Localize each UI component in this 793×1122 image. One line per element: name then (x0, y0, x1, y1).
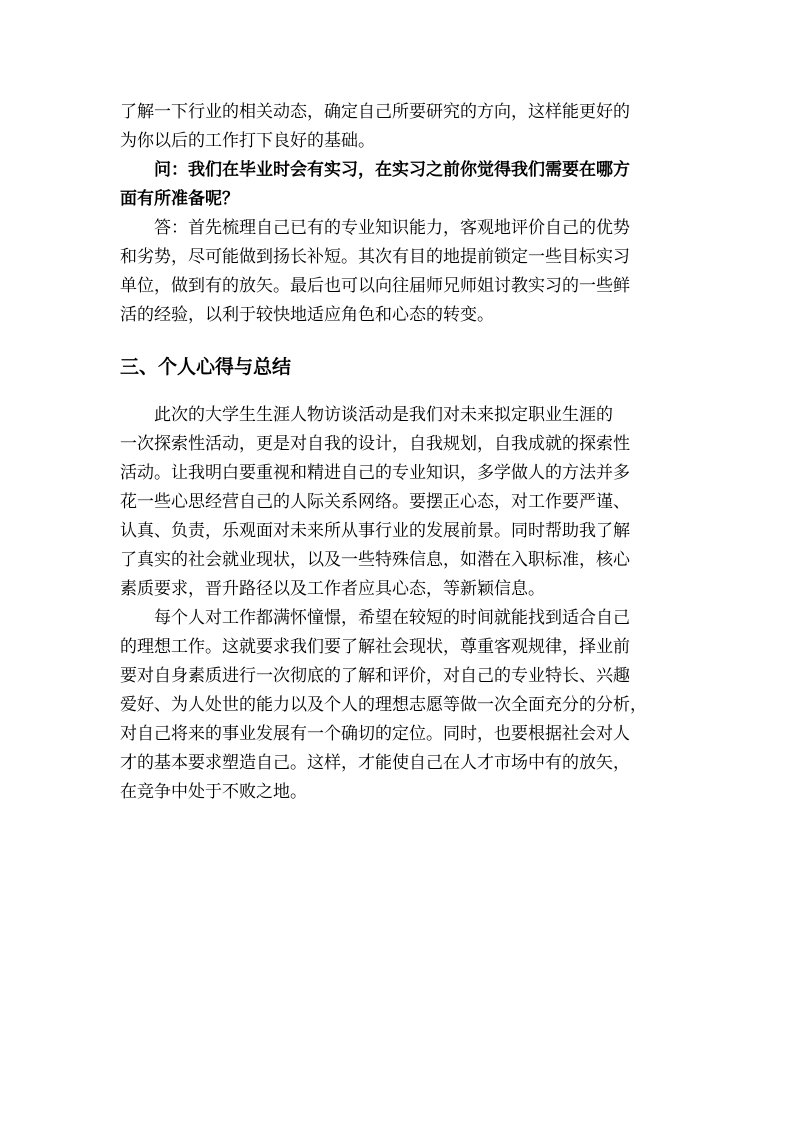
paragraph-line: 的理想工作。这就要求我们要了解社会现状，尊重客观规律，择业前 (120, 637, 630, 657)
answer-line: 和劣势，尽可能做到扬长补短。其次有目的地提前锁定一些目标实习 (120, 247, 630, 267)
paragraph-line: 了真实的社会就业现状，以及一些特殊信息，如潜在入职标准，核心 (120, 550, 630, 570)
answer-line: 活的经验，以利于较快地适应角色和心态的转变。 (120, 305, 494, 325)
paragraph-line: 花一些心思经营自己的人际关系网络。要摆正心态，对工作要严谨、 (120, 492, 630, 512)
question-line: 面有所准备呢？ (120, 189, 239, 209)
paragraph-line: 活动。让我明白要重视和精进自己的专业知识，多学做人的方法并多 (120, 463, 630, 483)
answer-line: 答：首先梳理自己已有的专业知识能力，客观地评价自己的优势 (154, 218, 630, 238)
paragraph-line: 素质要求，晋升路径以及工作者应具心态，等新颖信息。 (120, 579, 545, 599)
paragraph-line: 此次的大学生生涯人物访谈活动是我们对未来拟定职业生涯的 (154, 405, 613, 425)
answer-line: 单位，做到有的放矢。最后也可以向往届师兄师姐讨教实习的一些鲜 (120, 276, 630, 296)
paragraph-line: 认真、负责，乐观面对未来所从事行业的发展前景。同时帮助我了解 (120, 521, 630, 541)
paragraph-line: 一次探索性活动，更是对自我的设计，自我规划，自我成就的探索性 (120, 434, 630, 454)
paragraph-line: 每个人对工作都满怀憧憬，希望在较短的时间就能找到适合自己 (154, 608, 630, 628)
paragraph-line: 在竞争中处于不败之地。 (120, 782, 307, 802)
paragraph-line: 要对自身素质进行一次彻底的了解和评价，对自己的专业特长、兴趣 (120, 666, 630, 686)
question-line: 问：我们在毕业时会有实习，在实习之前你觉得我们需要在哪方 (154, 160, 630, 180)
intro-line: 了解一下行业的相关动态，确定自己所要研究的方向，这样能更好的 (120, 102, 630, 122)
paragraph-line: 对自己将来的事业发展有一个确切的定位。同时，也要根据社会对人 (120, 724, 630, 744)
paragraph-line: 才的基本要求塑造自己。这样，才能使自己在人才市场中有的放矢， (120, 753, 630, 773)
paragraph-line: 爱好、为人处世的能力以及个人的理想志愿等做一次全面充分的分析， (120, 695, 647, 715)
section-heading: 三、个人心得与总结 (120, 356, 292, 378)
intro-line: 为你以后的工作打下良好的基础。 (120, 131, 375, 151)
